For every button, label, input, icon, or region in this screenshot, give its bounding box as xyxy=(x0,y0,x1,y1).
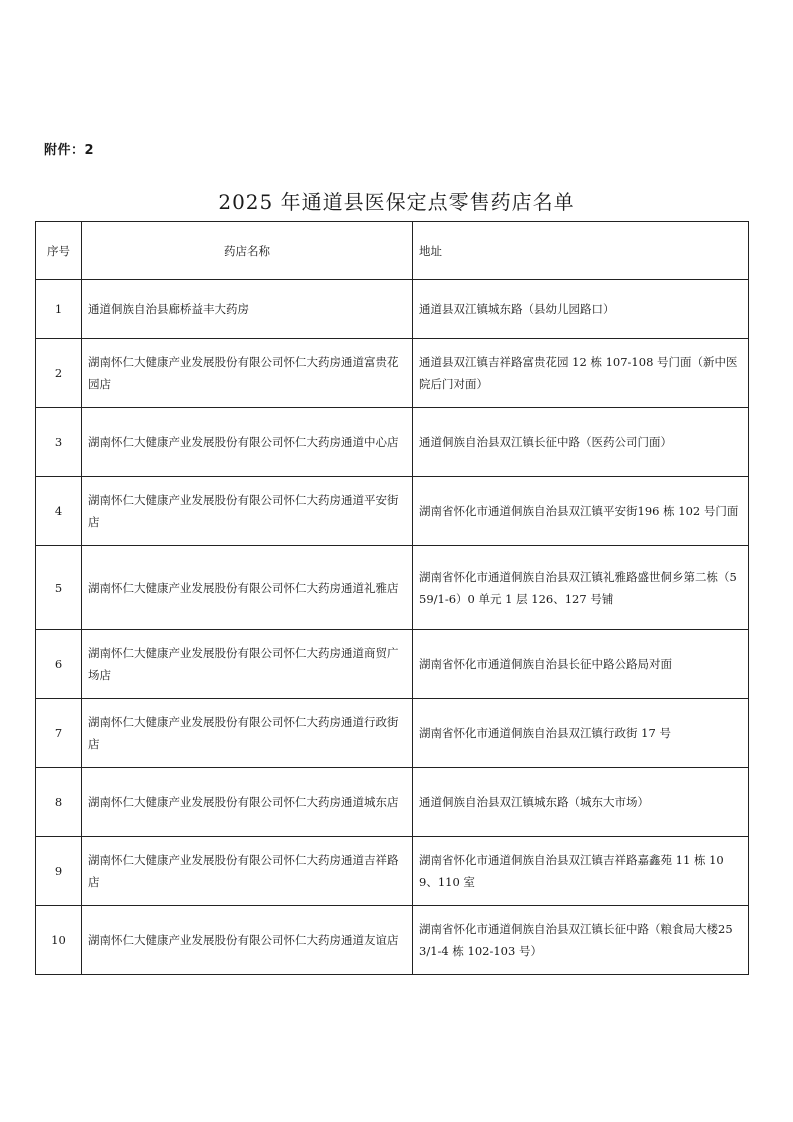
row-address: 通道侗族自治县双江镇城东路（城东大市场） xyxy=(413,768,749,837)
row-no: 3 xyxy=(36,408,82,477)
table-row xyxy=(36,699,749,768)
table-row xyxy=(36,546,749,630)
row-name: 湖南怀仁大健康产业发展股份有限公司怀仁大药房通道商贸广场店 xyxy=(82,630,413,699)
row-address: 湖南省怀化市通道侗族自治县双江镇礼雅路盛世侗乡第二栋（559/1-6）0 单元 1 层 126、127 号铺 xyxy=(413,546,749,630)
row-name: 湖南怀仁大健康产业发展股份有限公司怀仁大药房通道平安街店 xyxy=(82,477,413,546)
row-name: 湖南怀仁大健康产业发展股份有限公司怀仁大药房通道吉祥路店 xyxy=(82,837,413,906)
row-name: 湖南怀仁大健康产业发展股份有限公司怀仁大药房通道礼雅店 xyxy=(82,546,413,630)
table-row xyxy=(36,837,749,906)
row-address: 湖南省怀化市通道侗族自治县双江镇长征中路（粮食局大楼253/1-4 栋 102-103 号） xyxy=(413,906,749,975)
pharmacy-list-table xyxy=(35,221,749,975)
row-no: 7 xyxy=(36,699,82,768)
header-name: 药店名称 xyxy=(82,222,413,280)
row-no: 4 xyxy=(36,477,82,546)
document-title: 2025 年通道县医保定点零售药店名单 xyxy=(218,190,575,214)
table-row xyxy=(36,339,749,408)
row-name: 湖南怀仁大健康产业发展股份有限公司怀仁大药房通道行政街店 xyxy=(82,699,413,768)
row-no: 1 xyxy=(36,280,82,339)
row-name: 通道侗族自治县廊桥益丰大药房 xyxy=(82,280,413,339)
header-address: 地址 xyxy=(413,222,749,280)
row-no: 9 xyxy=(36,837,82,906)
row-no: 8 xyxy=(36,768,82,837)
row-address: 通道县双江镇城东路（县幼儿园路口） xyxy=(413,280,749,339)
row-address: 通道侗族自治县双江镇长征中路（医药公司门面） xyxy=(413,408,749,477)
row-no: 5 xyxy=(36,546,82,630)
row-address: 湖南省怀化市通道侗族自治县长征中路公路局对面 xyxy=(413,630,749,699)
header-no: 序号 xyxy=(36,222,82,280)
row-name: 湖南怀仁大健康产业发展股份有限公司怀仁大药房通道友谊店 xyxy=(82,906,413,975)
row-no: 2 xyxy=(36,339,82,408)
row-name: 湖南怀仁大健康产业发展股份有限公司怀仁大药房通道富贵花园店 xyxy=(82,339,413,408)
table-row xyxy=(36,477,749,546)
row-address: 通道县双江镇吉祥路富贵花园 12 栋 107-108 号门面（新中医院后门对面） xyxy=(413,339,749,408)
row-no: 6 xyxy=(36,630,82,699)
table-row xyxy=(36,906,749,975)
table-row xyxy=(36,280,749,339)
row-address: 湖南省怀化市通道侗族自治县双江镇平安街196 栋 102 号门面 xyxy=(413,477,749,546)
row-address: 湖南省怀化市通道侗族自治县双江镇行政街 17 号 xyxy=(413,699,749,768)
table-row xyxy=(36,408,749,477)
attachment-label: 附件：2 xyxy=(44,143,95,158)
row-name: 湖南怀仁大健康产业发展股份有限公司怀仁大药房通道中心店 xyxy=(82,408,413,477)
table-row xyxy=(36,768,749,837)
table-header-row xyxy=(36,222,749,280)
row-no: 10 xyxy=(36,906,82,975)
table-row xyxy=(36,630,749,699)
row-name: 湖南怀仁大健康产业发展股份有限公司怀仁大药房通道城东店 xyxy=(82,768,413,837)
row-address: 湖南省怀化市通道侗族自治县双江镇吉祥路嘉鑫苑 11 栋 109、110 室 xyxy=(413,837,749,906)
